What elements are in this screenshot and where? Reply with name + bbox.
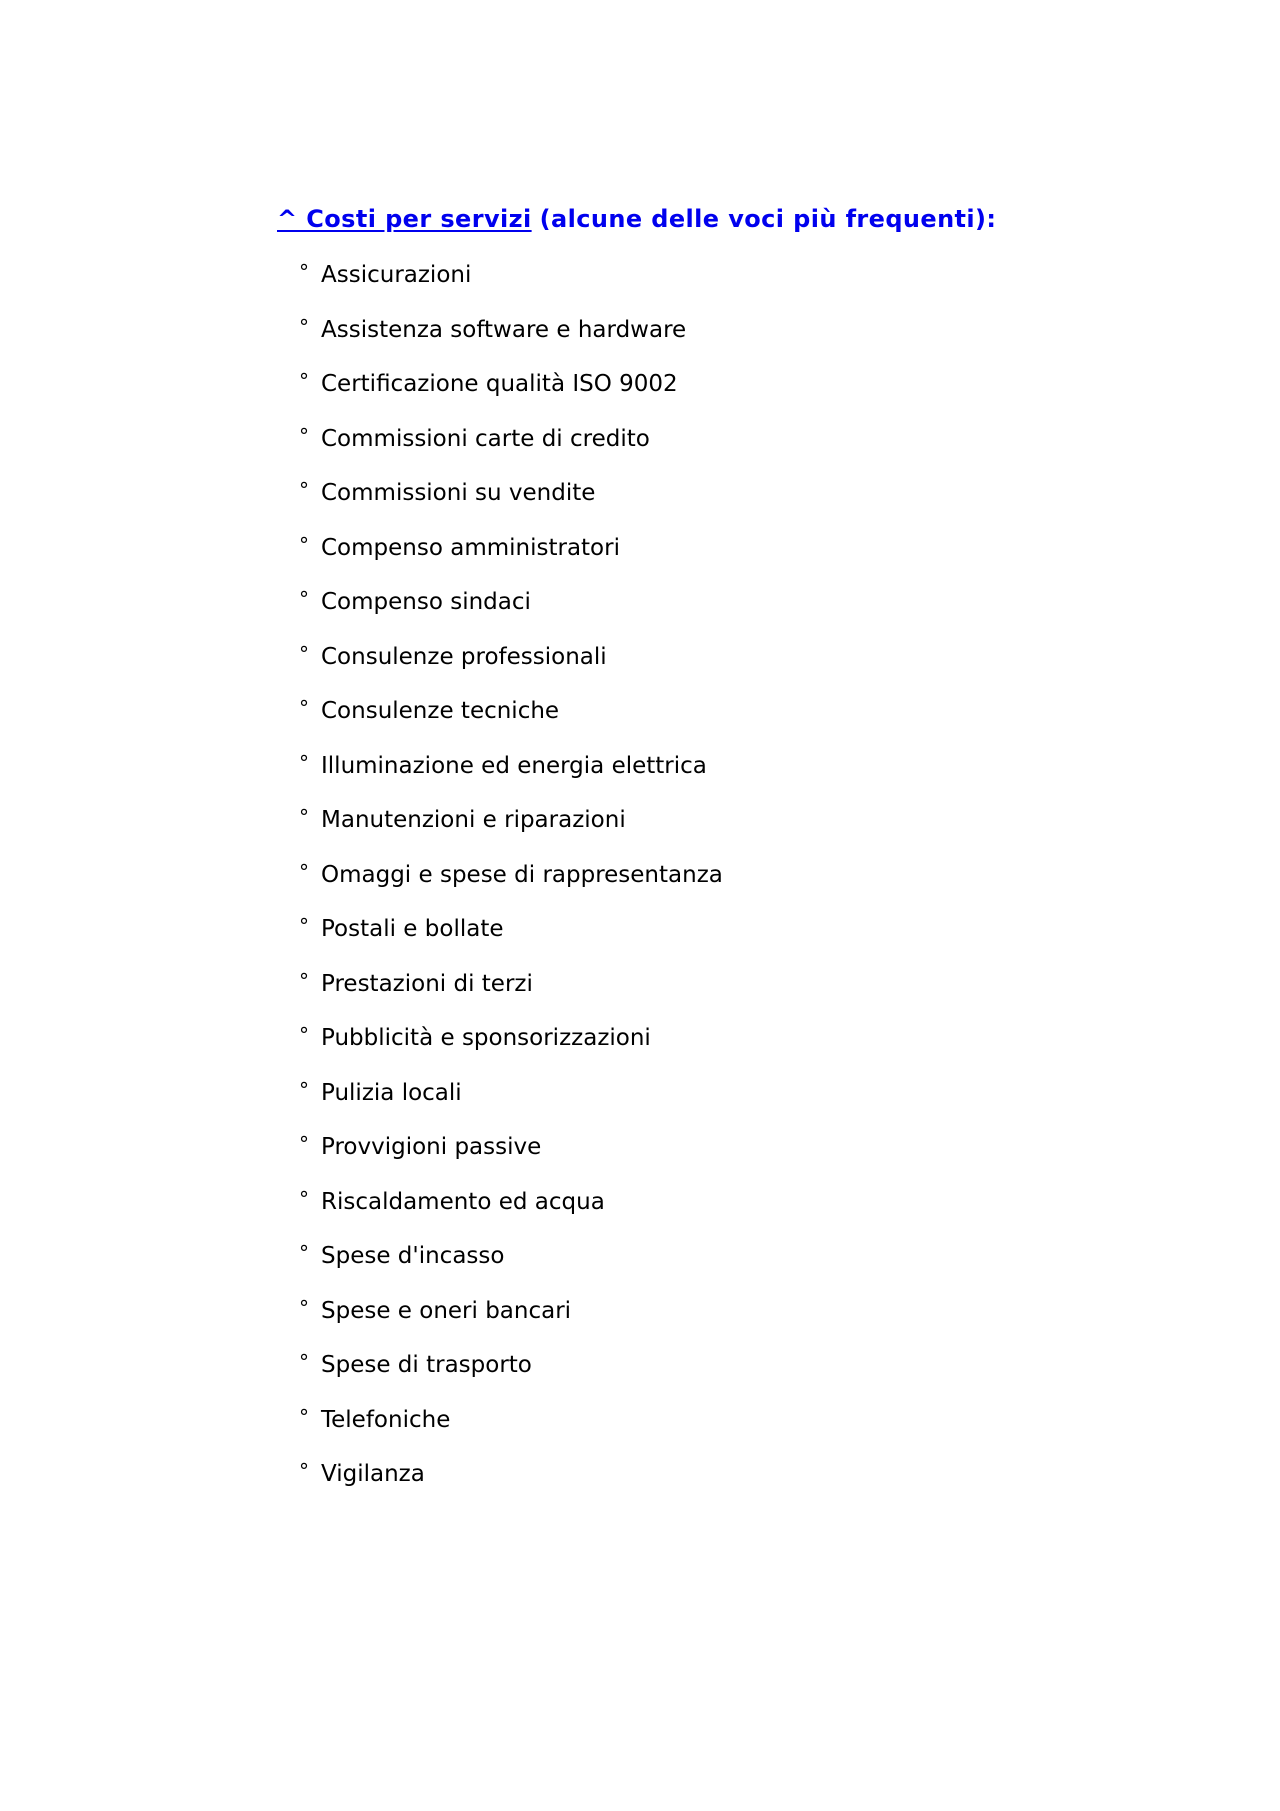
list-item [299,589,723,644]
bullet-icon: ° [299,369,309,393]
list-item-label: Omaggi e spese di rappresentanza [321,861,723,888]
list-item-label: Spese di trasporto [321,1352,532,1378]
list-item-label: Illuminazione ed energia elettrica [321,752,707,779]
list-item-label: Provvigioni passive [321,1134,542,1160]
list-item-label: Compenso sindaci [321,589,531,615]
list-item [299,1025,723,1080]
bullet-icon: ° [299,750,309,775]
bullet-icon: ° [299,532,309,557]
list-item [299,480,723,535]
list-item [299,916,723,971]
bullet-icon: ° [299,805,309,829]
bullet-icon: ° [299,1404,309,1429]
list-item [299,750,723,808]
list-item [299,314,723,372]
bullet-icon: ° [299,423,309,448]
bullet-icon: ° [299,641,309,666]
list-item [299,1243,723,1298]
bullet-icon: ° [299,1077,309,1102]
list-item [299,698,723,753]
list-item-label: Consulenze tecniche [321,698,560,724]
bullet-icon: ° [299,1295,309,1320]
bullet-icon: ° [299,1241,309,1265]
list-item [299,262,723,317]
list-item-label: Postali e bollate [321,916,504,942]
list-item-label: Manutenzioni e riparazioni [321,807,626,833]
list-item [299,1404,723,1462]
list-item-label: Pubblicità e sponsorizzazioni [321,1025,651,1051]
bullet-icon: ° [299,914,309,938]
list-item-label: Commissioni carte di credito [321,425,650,452]
list-item [299,1461,723,1516]
list-item-label: Pulizia locali [321,1079,462,1106]
list-item-label: Assicurazioni [321,262,472,288]
list-item [299,1352,723,1407]
bullet-icon: ° [299,696,309,720]
list-item [299,532,723,590]
list-item-label: Riscaldamento ed acqua [321,1188,605,1215]
list-item-label: Commissioni su vendite [321,480,596,506]
bullet-icon: ° [299,1132,309,1156]
list-item [299,807,723,862]
list-item-label: Consulenze professionali [321,643,607,670]
list-item-label: Assistenza software e hardware [321,316,687,343]
list-item-label: Telefoniche [321,1406,451,1433]
bullet-icon: ° [299,587,309,611]
list-item [299,1295,723,1353]
section-back-link[interactable]: ^ Costi per servizi [277,205,532,233]
bullet-icon: ° [299,1350,309,1374]
bullet-icon: ° [299,859,309,884]
list-item [299,371,723,426]
list-item-label: Compenso amministratori [321,534,620,561]
bullet-icon: ° [299,478,309,502]
bullet-icon: ° [299,260,309,284]
bullet-icon: ° [299,1023,309,1047]
list-item [299,423,723,481]
list-item [299,641,723,699]
bullet-icon: ° [299,968,309,993]
list-item [299,859,723,917]
list-item [299,1077,723,1135]
list-item-label: Spese d'incasso [321,1243,505,1269]
section-heading-subtitle: (alcune delle voci più frequenti): [539,205,997,233]
service-cost-list [299,262,723,1516]
list-item-label: Prestazioni di terzi [321,970,533,997]
list-item [299,968,723,1026]
section-heading [277,205,996,233]
list-item-label: Spese e oneri bancari [321,1297,572,1324]
bullet-icon: ° [299,1459,309,1483]
list-item [299,1186,723,1244]
list-item [299,1134,723,1189]
list-item-label: Vigilanza [321,1461,425,1487]
bullet-icon: ° [299,314,309,339]
bullet-icon: ° [299,1186,309,1211]
list-item-label: Certificazione qualità ISO 9002 [321,371,678,397]
